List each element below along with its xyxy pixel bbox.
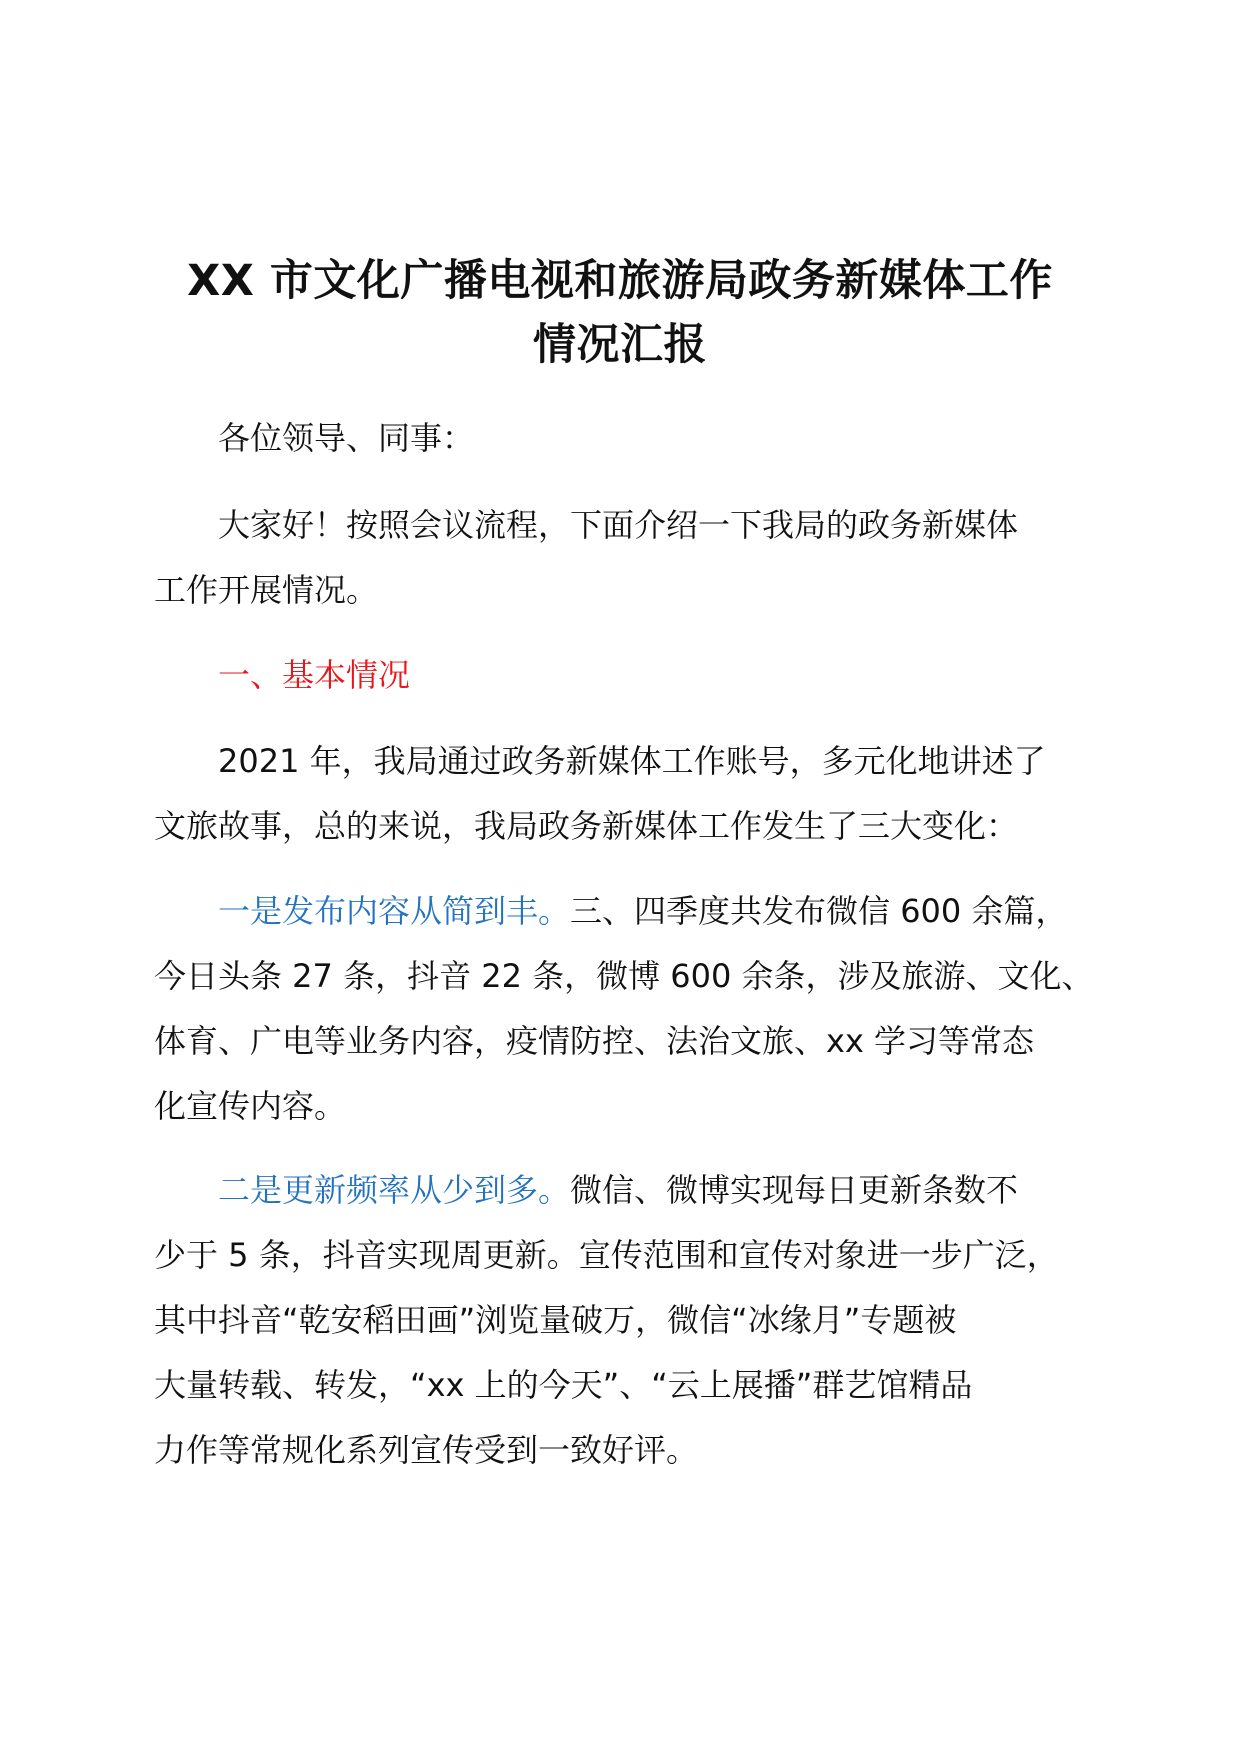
section-heading-paragraph	[154, 643, 1094, 708]
change-2-line-3: 其中抖音“乾安稻田画”浏览量破万，微信“冰缘月”专题被	[154, 1301, 957, 1339]
change-1-line-4: 化宣传内容。	[154, 1087, 347, 1125]
intro-line-1: 大家好！按照会议流程，下面介绍一下我局的政务新媒体	[218, 506, 1019, 544]
change-1-line-1-rest: 三、四季度共发布微信 600 余篇，	[570, 892, 1068, 930]
change-2-highlight: 二是更新频率从少到多。	[218, 1171, 571, 1209]
change-1-highlight: 一是发布内容从简到丰。	[218, 892, 571, 930]
year-2021-paragraph	[154, 729, 1094, 859]
change-2-line-4: 大量转载、转发，“xx 上的今天”、“云上展播”群艺馆精品	[154, 1366, 973, 1404]
change-1-line-3: 体育、广电等业务内容，疫情防控、法治文旅、xx 学习等常态	[154, 1022, 1035, 1060]
change-1-paragraph	[154, 879, 1094, 1139]
change-2-paragraph	[154, 1158, 1094, 1483]
change-1-line-1	[154, 879, 1094, 944]
change-2-line-5: 力作等常规化系列宣传受到一致好评。	[154, 1431, 699, 1469]
greeting-paragraph	[154, 406, 1094, 471]
section-heading-basic-situation: 一、基本情况	[218, 656, 411, 694]
change-1-line-2: 今日头条 27 条，抖音 22 条，微博 600 余条，涉及旅游、文化、	[154, 957, 1094, 995]
change-2-line-1-rest: 微信、微博实现每日更新条数不	[570, 1171, 1019, 1209]
document-title-line-1: XX 市文化广播电视和旅游局政务新媒体工作	[187, 256, 1053, 306]
greeting-text: 各位领导、同事：	[218, 419, 475, 457]
change-2-line-1	[154, 1158, 1094, 1223]
change-2-line-2: 少于 5 条，抖音实现周更新。宣传范围和宣传对象进一步广泛，	[154, 1236, 1059, 1274]
intro-paragraph	[154, 493, 1094, 623]
intro-line-2: 工作开展情况。	[154, 571, 379, 609]
year-2021-line-1: 2021 年，我局通过政务新媒体工作账号，多元化地讲述了	[218, 742, 1046, 780]
document-title-line-2: 情况汇报	[533, 320, 707, 370]
year-2021-line-2: 文旅故事，总的来说，我局政务新媒体工作发生了三大变化：	[154, 807, 1019, 845]
